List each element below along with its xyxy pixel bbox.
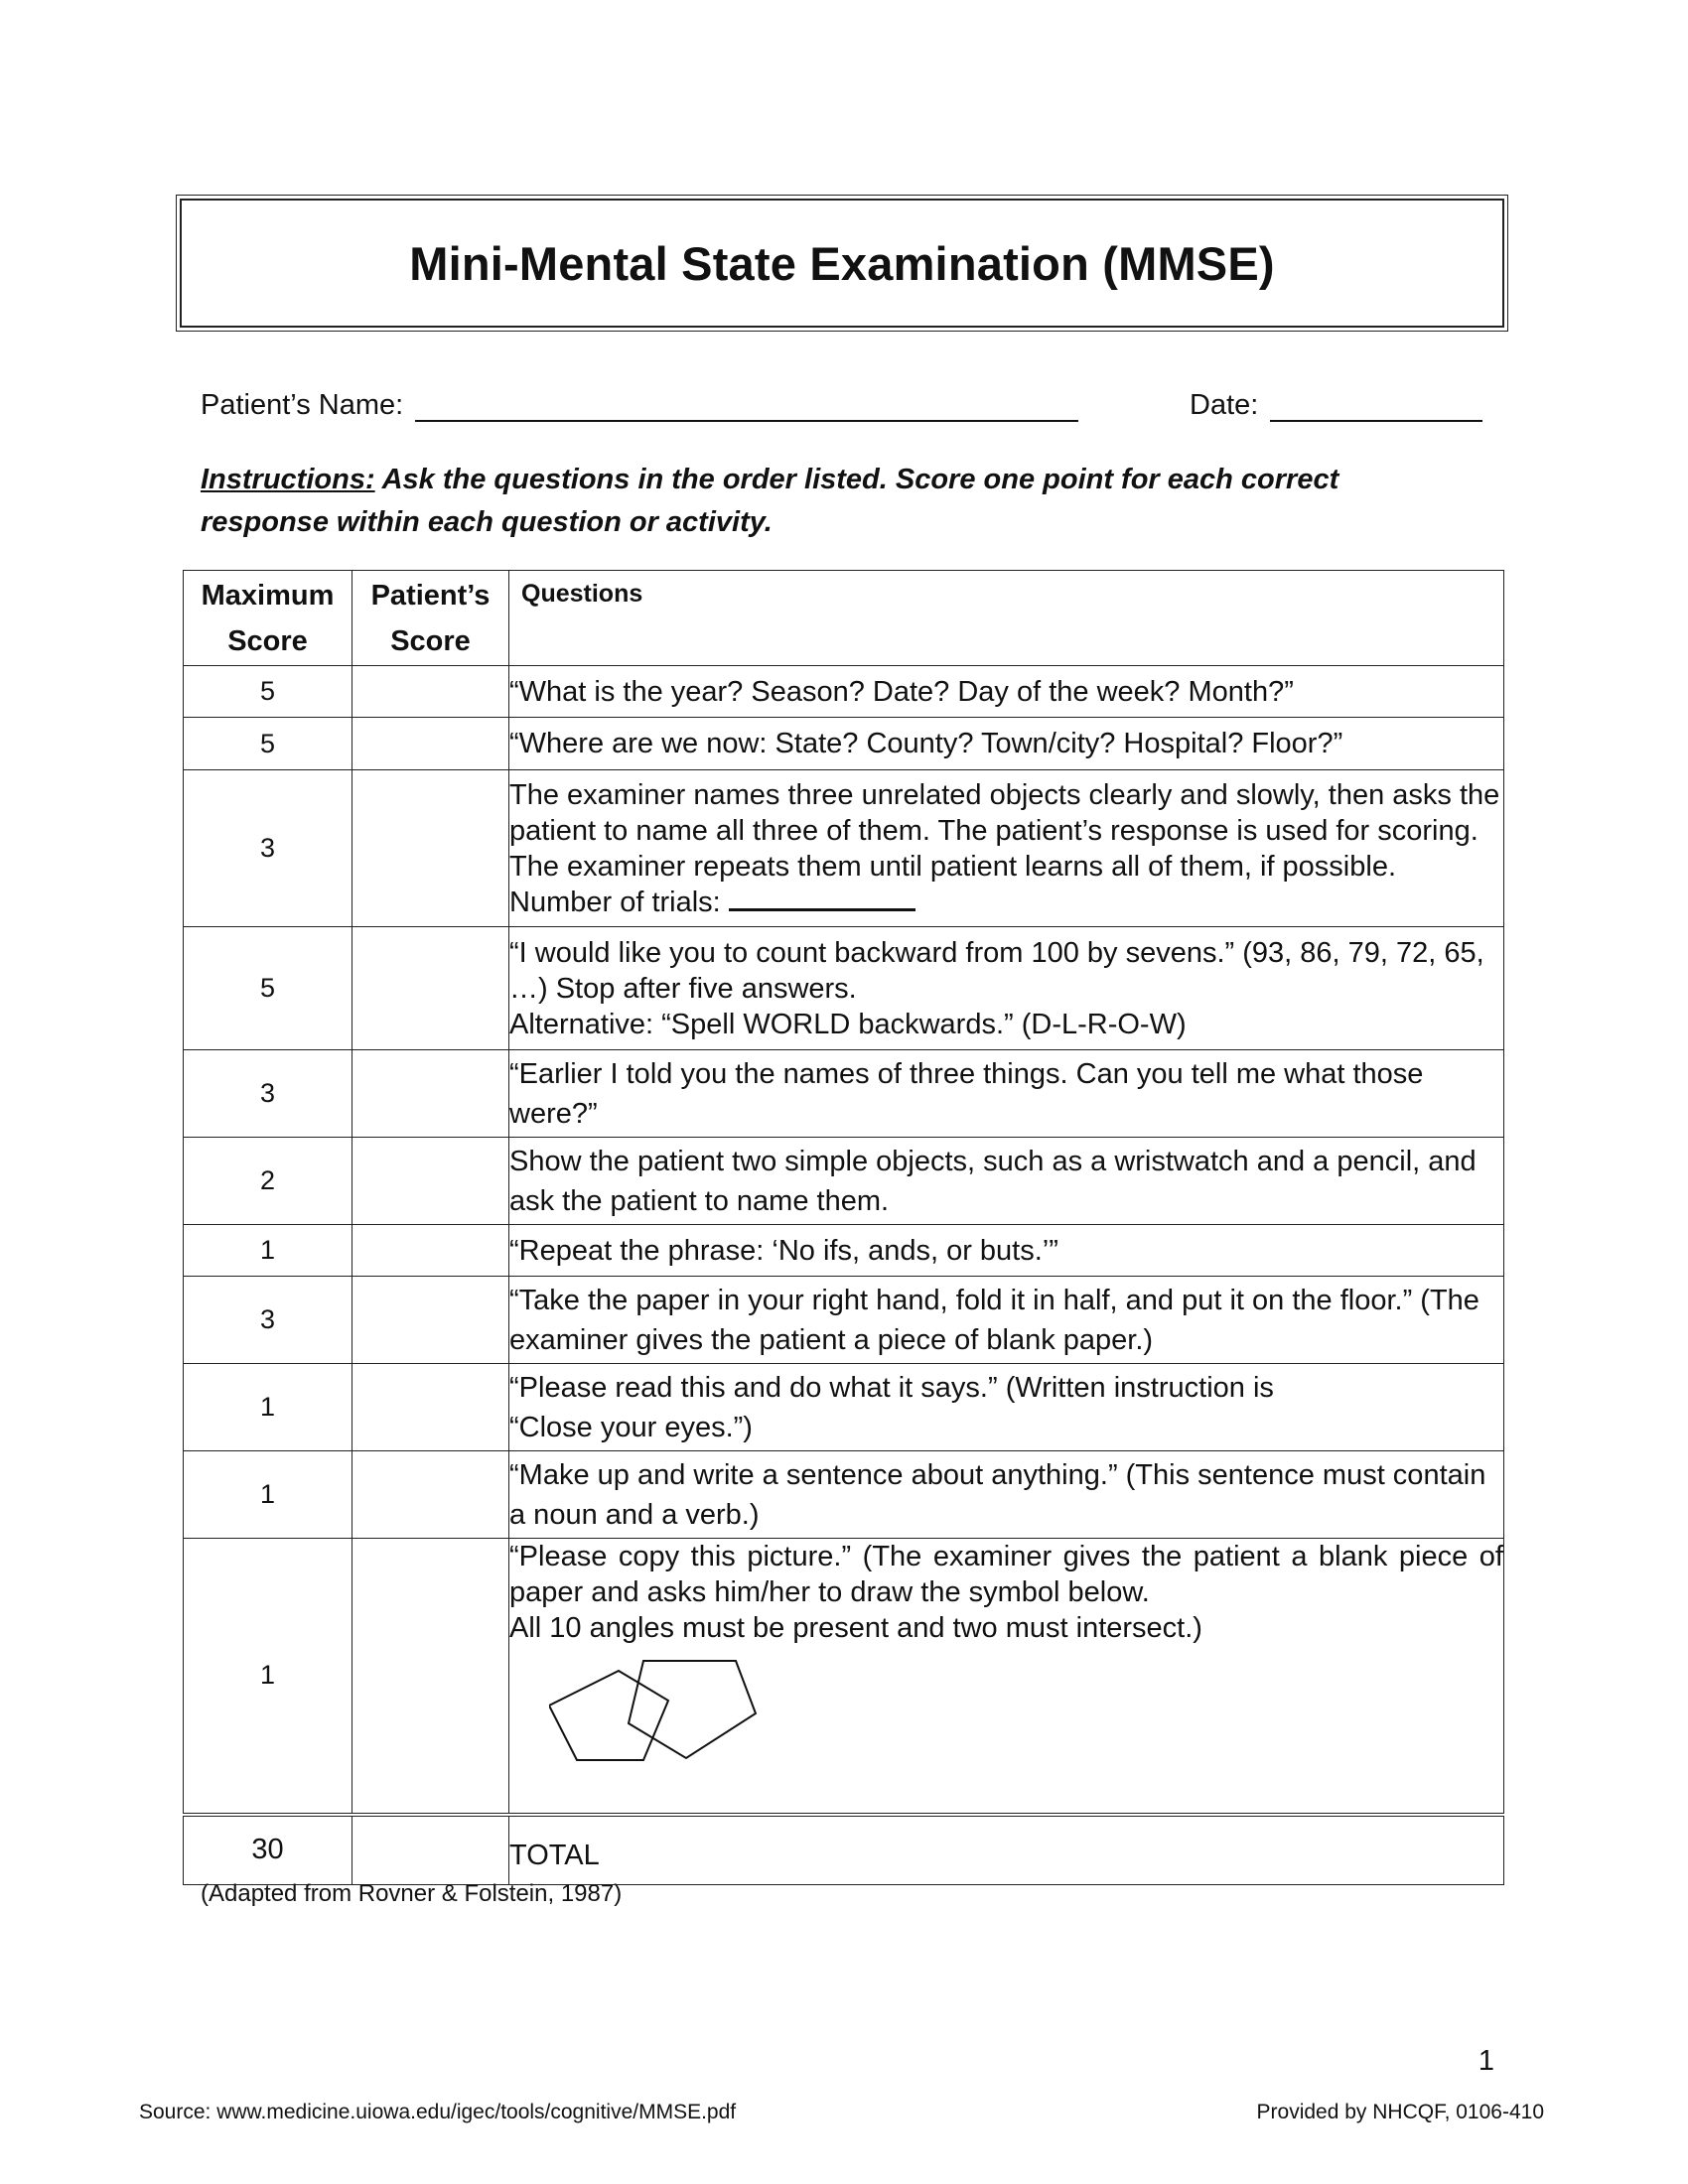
date-blank[interactable] [1270, 390, 1482, 422]
page-title: Mini-Mental State Examination (MMSE) [409, 236, 1275, 290]
max-score-cell: 1 [184, 1451, 352, 1539]
trials-blank[interactable] [729, 887, 915, 911]
max-score-cell: 2 [184, 1138, 352, 1225]
question-cell: “Repeat the phrase: ‘No ifs, ands, or buts.’” [509, 1225, 1504, 1277]
patient-score-cell[interactable] [352, 1451, 509, 1539]
instructions-text: Ask the questions in the order listed. Score one point for each correct response within each question or activity. [201, 464, 1339, 538]
instructions [201, 459, 1392, 544]
question-line1: “Please copy this picture.” (The examiner gives the patient a blank piece of paper and asks him/her to draw the symbol below. [509, 1541, 1503, 1608]
question-line2: All 10 angles must be present and two must intersect.) [509, 1612, 1202, 1644]
table-row [184, 927, 1504, 1050]
max-score-cell: 5 [184, 666, 352, 718]
adapted-note: (Adapted from Rovner & Folstein, 1987) [201, 1880, 623, 1907]
total-max-cell: 30 [184, 1815, 352, 1885]
question-cell [509, 1364, 1504, 1451]
question-line1: “I would like you to count backward from 100 by sevens.” (93, 86, 79, 72, 65, …) Stop after five answers. [509, 936, 1484, 1005]
table-row [184, 1225, 1504, 1277]
header-max-line1: Maximum [201, 579, 335, 612]
question-cell: “Where are we now: State? County? Town/city? Hospital? Floor?” [509, 718, 1504, 770]
table-row [184, 1050, 1504, 1138]
question-line2: “Close your eyes.”) [509, 1411, 753, 1443]
table-row [184, 718, 1504, 770]
patient-score-cell[interactable] [352, 770, 509, 927]
max-score-cell: 5 [184, 718, 352, 770]
header-max-score [184, 571, 352, 666]
patient-score-cell[interactable] [352, 927, 509, 1050]
header-questions: Questions [509, 571, 1504, 666]
header-max-line2: Score [227, 624, 308, 657]
max-score-cell: 3 [184, 770, 352, 927]
mmse-table [183, 570, 1504, 1885]
table-row [184, 1138, 1504, 1225]
patient-score-cell[interactable] [352, 1138, 509, 1225]
total-row [184, 1815, 1504, 1885]
source-footer: Source: www.medicine.uiowa.edu/igec/tools/cognitive/MMSE.pdf [139, 2101, 737, 2123]
table-row [184, 1364, 1504, 1451]
question-line2: Alternative: “Spell WORLD backwards.” (D-L-R-O-W) [509, 1008, 1187, 1040]
header-patient-line2: Score [390, 624, 471, 657]
patient-name-field [201, 389, 1078, 422]
patient-name-blank[interactable] [415, 390, 1078, 422]
max-score-cell: 3 [184, 1277, 352, 1364]
date-field [1190, 389, 1482, 422]
question-cell [509, 927, 1504, 1050]
table-row [184, 1451, 1504, 1539]
title-box [180, 199, 1504, 328]
table-header-row [184, 571, 1504, 666]
provided-by-footer: Provided by NHCQF, 0106-410 [1256, 2101, 1544, 2123]
question-cell: “Earlier I told you the names of three things. Can you tell me what those were?” [509, 1050, 1504, 1138]
table-row [184, 770, 1504, 927]
page-number: 1 [1477, 2045, 1494, 2077]
question-cell: “Make up and write a sentence about anything.” (This sentence must contain a noun and a verb.) [509, 1451, 1504, 1539]
question-cell: “What is the year? Season? Date? Day of the week? Month?” [509, 666, 1504, 718]
table-row [184, 1539, 1504, 1815]
intersecting-pentagons-icon [549, 1656, 847, 1770]
patient-score-cell[interactable] [352, 1050, 509, 1138]
question-line1: “Please read this and do what it says.” (Written instruction is [509, 1371, 1274, 1404]
question-cell: “Take the paper in your right hand, fold it in half, and put it on the floor.” (The examiner gives the patient a piece of blank paper.) [509, 1277, 1504, 1364]
patient-name-label: Patient’s Name: [201, 389, 404, 421]
question-cell: Show the patient two simple objects, such as a wristwatch and a pencil, and ask the patient to name them. [509, 1138, 1504, 1225]
date-label: Date: [1190, 389, 1259, 421]
patient-score-cell[interactable] [352, 1364, 509, 1451]
question-text: The examiner names three unrelated objects clearly and slowly, then asks the patient to name all three of them. The patient’s response is used for scoring. The examiner repeats them until patient learns all of them, if possible. Number of trials: [509, 778, 1500, 918]
patient-score-cell[interactable] [352, 1225, 509, 1277]
question-cell [509, 1539, 1504, 1815]
patient-score-cell[interactable] [352, 1539, 509, 1815]
max-score-cell: 1 [184, 1364, 352, 1451]
total-label-cell: TOTAL [509, 1815, 1504, 1885]
header-patient-line1: Patient’s [370, 579, 491, 612]
max-score-cell: 5 [184, 927, 352, 1050]
total-patient-cell[interactable] [352, 1815, 509, 1885]
max-score-cell: 1 [184, 1225, 352, 1277]
patient-score-cell[interactable] [352, 718, 509, 770]
table-row [184, 1277, 1504, 1364]
pentagon-figure [509, 1646, 1503, 1765]
instructions-lead: Instructions: [201, 464, 375, 495]
max-score-cell: 1 [184, 1539, 352, 1815]
patient-score-cell[interactable] [352, 666, 509, 718]
table-row [184, 666, 1504, 718]
question-cell [509, 770, 1504, 927]
header-patient-score [352, 571, 509, 666]
max-score-cell: 3 [184, 1050, 352, 1138]
patient-score-cell[interactable] [352, 1277, 509, 1364]
